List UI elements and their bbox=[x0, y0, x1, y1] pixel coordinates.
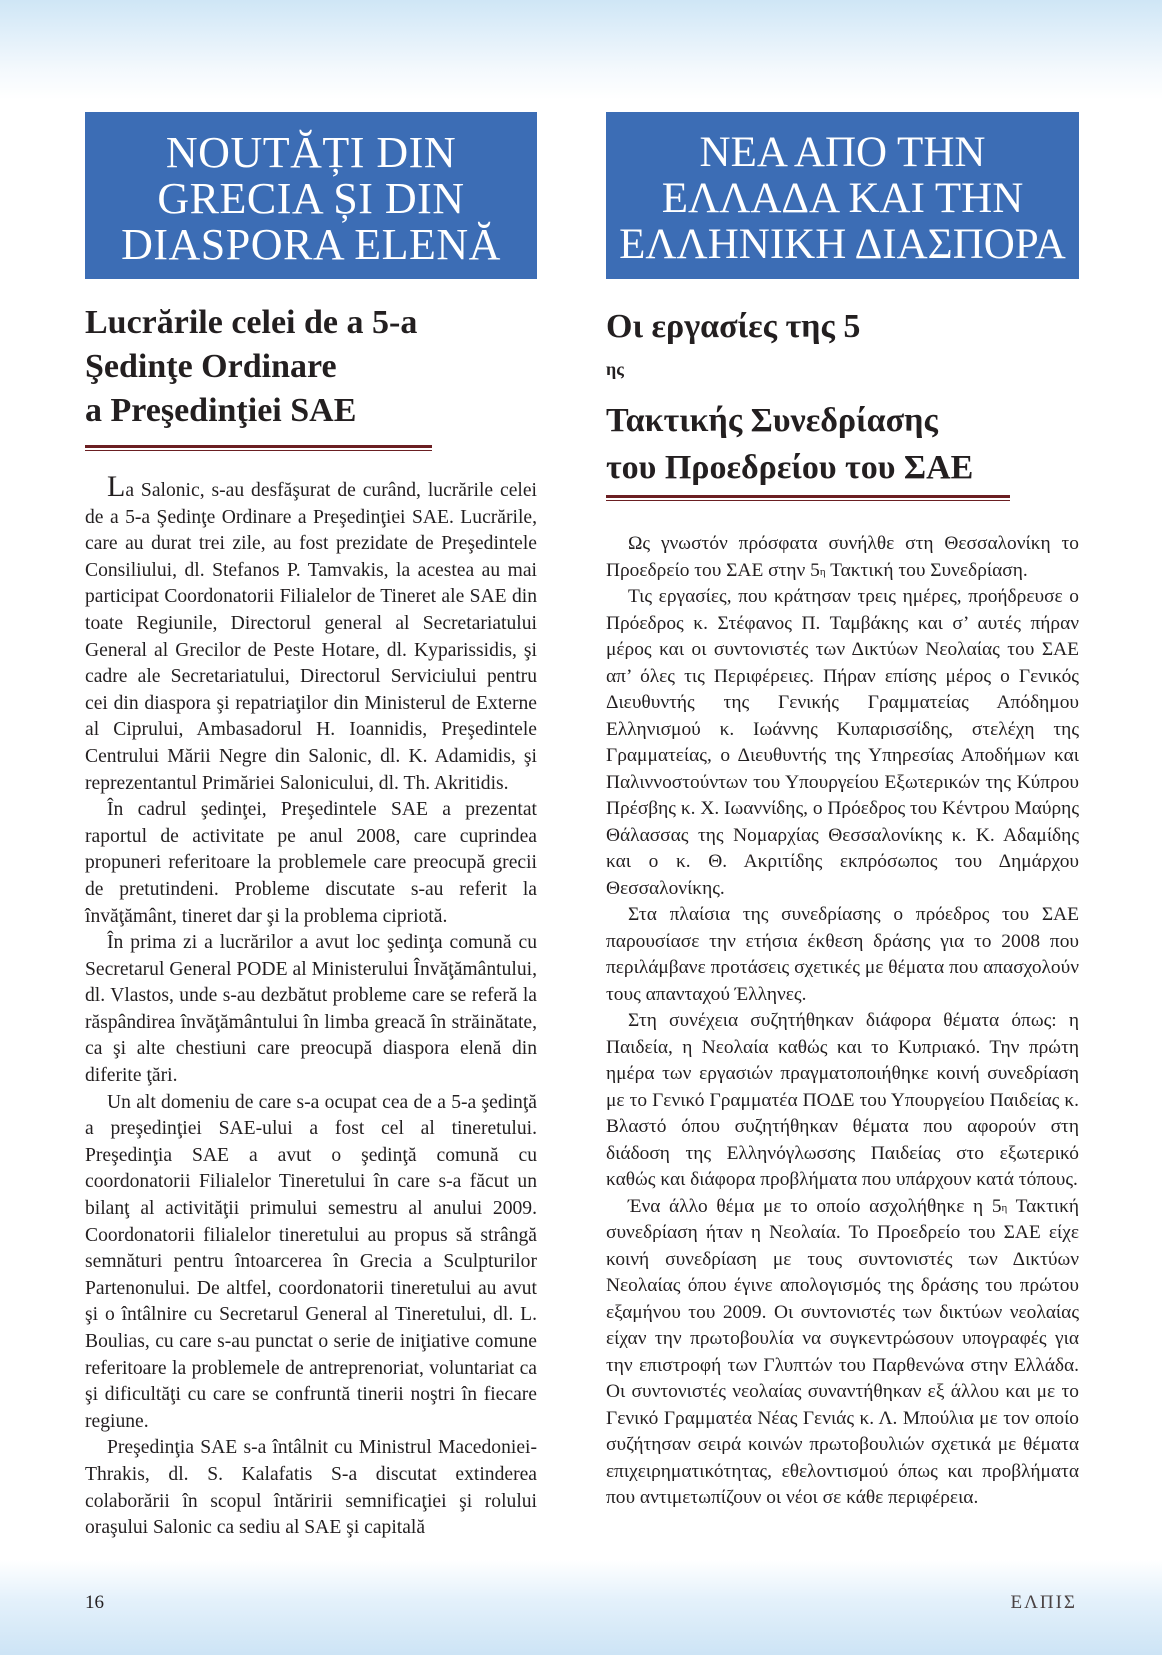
title-line bbox=[606, 303, 1079, 397]
paragraph-text: Ένα άλλο θέμα με το οποίο ασχολήθηκε η 5 bbox=[628, 1195, 1002, 1217]
ordinal-suffix: η bbox=[1001, 1201, 1008, 1214]
drop-cap: L bbox=[107, 470, 126, 503]
banner-line: GRECIA ȘI DIN bbox=[157, 173, 465, 223]
paragraph-text: Τακτική του Συνεδρίαση. bbox=[825, 559, 1028, 581]
section-banner-romanian bbox=[85, 112, 537, 279]
article-title-greek bbox=[606, 303, 1079, 491]
title-line: του Προεδρείου του ΣΑΕ bbox=[606, 449, 974, 486]
paragraph: Un alt domeniu de care s-a ocupat cea de a 5-a şedinţă a preşedinţiei SAE-ului a fost cel al tineretului. Preşedinţia SAE a avut o şedinţă comună cu coordonatorii Filialelor Tineretului în care s-a făcut un bilanţ al activităţii primului semestru al anului 2009. Coordonatorii filialelor tineretului au propus să strângă semnături pentru întoarcerea în Grecia a Sculpturilor Partenonului. De altfel, coordonatorii tineretului au avut şi o întâlnire cu Secretarul General al Tineretului, dl. L. Boulias, cu care s-au punctat o serie de iniţiative comune referitoare la problemele de antreprenoriat, voluntariat ca şi dificultăţi cu care se confruntă tinerii noştri în fiecare regiune. bbox=[85, 1091, 537, 1432]
paragraph: Τις εργασίες, που κράτησαν τρεις ημέρες, προήδρευσε ο Πρόεδρος κ. Στέφανος Π. Ταμβάκης και σ’ αυτές πήραν μέρος και οι συντονιστές των Δικτύων Νεολαίας του ΣΑΕ απ’ όλες τις Περιφέρειες. Πήραν επίσης μέρος ο Γενικός Διευθυντής της Γενικής Γραμματείας Απόδημου Ελληνισμού κ. Ιωάννης Κυπαρισσίδης, στελέχη της Γραμματείας, ο Διευθυντής της Υπηρεσίας Αποδήμων και Παλιννοστούντων του Υπουργείου Εξωτερικών της Κύπρου Πρέσβης κ. Χ. Ιωαννίδης, ο Πρόεδρος του Κέντρου Μαύρης Θάλασσας της Νομαρχίας Θεσσαλονίκης κ. Κ. Αδαμίδης και ο κ. Θ. Ακριτίδης εκπρόσωπος του Δημάρχου Θεσσαλονίκης. bbox=[606, 586, 1079, 899]
romanian-column bbox=[85, 112, 537, 1542]
paragraph-text: Ως γνωστόν πρόσφατα συνήλθε στη Θεσσαλονίκη το Προεδρείο του ΣΑΕ στην 5 bbox=[606, 533, 1079, 581]
paragraph: Στη συνέχεια συζητήθηκαν διάφορα θέματα όπως: η Παιδεία, η Νεολαία καθώς και το Κυπριακό. Την πρώτη ημέρα των εργασιών πραγματοποιήθηκε κοινή συνεδρίαση με το Γενικό Γραμματέα ΠΟΔΕ του Υπουργείου Παιδείας κ. Βλαστό όπου συζητήθηκαν θέματα που αφορούν στη διάδοση της Ελληνόγλωσσης Παιδείας στο εξωτερικό καθώς και διάφορα προβλήματα που υπάρχουν κατά τόπους. bbox=[606, 1010, 1079, 1190]
ordinal-suffix: ης bbox=[606, 359, 624, 379]
ordinal-suffix: η bbox=[819, 565, 826, 578]
banner-line: DIASPORA ELENĂ bbox=[121, 219, 501, 269]
paragraph-text: Τακτική συνεδρίαση ήταν η Νεολαία. Το Προεδρείο του ΣΑΕ είχε κοινή συνεδρίαση με τους συντονιστές των Δικτύων Νεολαίας όπου έγινε απολογισμός της δράσης του πρώτου εξαμήνου του 2009. Οι συντονιστές των δικτύων νεολαίας είχαν την πρωτοβουλία να συγκεντρώσουν υπογραφές για την επιστροφή των Γλυπτών του Παρθενώνα στην Ελλάδα. Οι συντονιστές νεολαίας συναντήθηκαν εξ άλλου και με το Γενικό Γραμματέα Νέας Γενιάς κ. Λ. Μπούλια με τον οποίο συζήτησαν σειρά κοινών πρωτοβουλιών σχετικά με θέματα επιχειρηματικότητας, εθελοντισμού όπως και προβλήματα που αντιμετωπίζουν οι νέοι σε κάθε περιφέρεια. bbox=[606, 1195, 1079, 1508]
banner-line: NOUTĂȚI DIN bbox=[165, 127, 457, 177]
paragraph: În cadrul şedinţei, Preşedintele SAE a prezentat raportul de activitate pe anul 2008, care cuprindea propuneri referitoare la problemele care preocupă grecii de pretutindeni. Probleme discutate s-au referit la învăţământ, tineret dar şi la problema cipriotă. bbox=[85, 799, 537, 927]
paragraph bbox=[606, 531, 1079, 584]
banner-line: ΕΛΛΑΔΑ ΚΑΙ ΤΗΝ bbox=[661, 174, 1024, 222]
magazine-name: ΕΛΠΙΣ bbox=[1010, 1592, 1077, 1613]
title-line: Lucrările celei de a 5-a bbox=[85, 304, 418, 341]
article-body-greek bbox=[606, 531, 1079, 1512]
article-body-romanian bbox=[85, 470, 537, 1542]
page-number: 16 bbox=[85, 1592, 104, 1613]
paragraph: Στα πλαίσια της συνεδρίασης ο πρόεδρος του ΣΑΕ παρουσίασε την ετήσια έκθεση δράσης για το 2008 που περιλάμβανε προτάσεις σχετικές με θέματα που απασχολούν τους απανταχού Έλληνες. bbox=[606, 904, 1079, 1005]
banner-line: ΝΕΑ ΑΠΟ ΤΗΝ bbox=[699, 128, 986, 176]
section-banner-greek bbox=[606, 112, 1079, 279]
paragraph bbox=[85, 470, 537, 797]
paragraph: Preşedinţia SAE s-a întâlnit cu Ministrul Macedoniei-Thrakis, dl. S. Kalafatis S-a discutat extinderea colaborării în scopul întăririi semnificaţiei şi rolului oraşului Salonic ca sediu al SAE şi capitală bbox=[85, 1437, 537, 1539]
paragraph bbox=[606, 1194, 1079, 1512]
title-divider bbox=[85, 445, 432, 451]
title-line: Şedinţe Ordinare bbox=[85, 348, 337, 385]
banner-line: ΕΛΛΗΝΙΚΗ ΔΙΑΣΠΟΡΑ bbox=[619, 220, 1066, 268]
greek-column bbox=[606, 112, 1079, 1512]
title-line: a Preşedinţiei SAE bbox=[85, 392, 357, 429]
title-line: Τακτικής Συνεδρίασης bbox=[606, 402, 938, 439]
title-divider bbox=[606, 495, 1010, 501]
paragraph: În prima zi a lucrărilor a avut loc şedinţa comună cu Secretarul General PODE al Ministerului Învăţământului, dl. Vlastos, unde s-au dezbătut probleme care se referă la răspândirea învăţământului în limba greacă în străinătate, ca şi alte chestiuni care preocupă diaspora elenă din diferite ţări. bbox=[85, 932, 537, 1087]
article-title-romanian bbox=[85, 301, 537, 433]
paragraph-text: a Salonic, s-au desfăşurat de curând, lucrările celei de a 5-a Şedinţe Ordinare a Preşedinţiei SAE. Lucrările, care au durat trei zile, au fost prezidate de Preşedintele Consiliului, dl. Stefanos P. Tamvakis, la acestea au mai participat Coordonatorii Filialelor de Tineret ale SAE din toate Regiunile, Directorul general al Secretariatului General al Grecilor de Peste Hotare, dl. Kyparissidis, şi cadre ale Secretariatului, Directorul Serviciului pentru cei din diaspora şi repatriaţilor din Ministerul de Externe al Ciprului, Ambasadorul H. Ioannidis, Preşedintele Centrului Mării Negre din Salonic, dl. K. Adamidis, şi reprezentantul Primăriei Salonicului, dl. Th. Akritidis. bbox=[85, 480, 537, 794]
title-text: Οι εργασίες της 5 bbox=[606, 308, 861, 345]
